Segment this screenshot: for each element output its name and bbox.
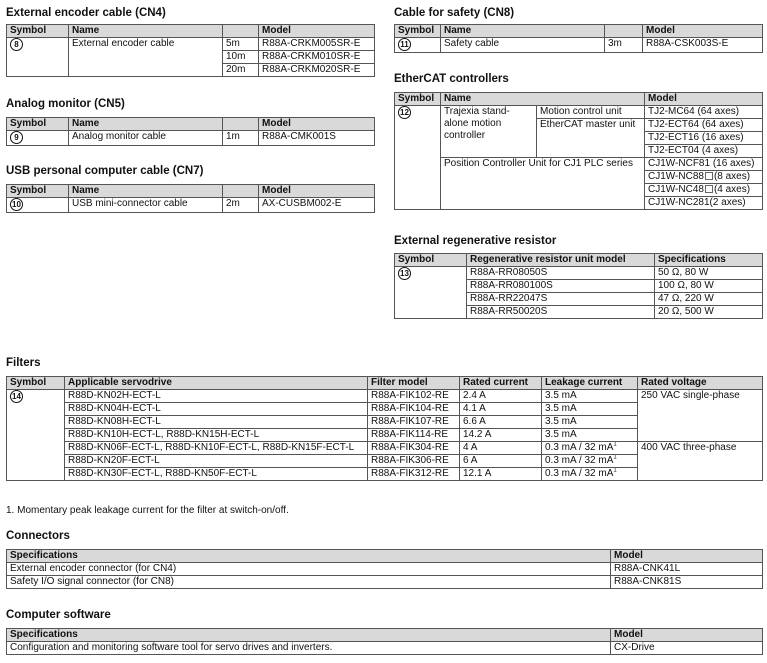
connectors-table <box>6 549 763 589</box>
filter-model: R88A-FIK102-RE <box>368 390 460 403</box>
header-model: Model <box>259 185 375 198</box>
cn7-table <box>6 184 375 213</box>
ethercat-master-unit-label: EtherCAT master unit <box>537 119 645 158</box>
controller-model: CJ1W-NCF81 (16 axes) <box>645 158 763 171</box>
header-symbol: Symbol <box>7 185 69 198</box>
servodrive: R88D-KN06F-ECT-L, R88D-KN10F-ECT-L, R88D-KN15F-ECT-L <box>65 442 368 455</box>
rated-current: 4.1 A <box>460 403 542 416</box>
software-title: Computer software <box>6 609 111 621</box>
cable-length: 1m <box>223 131 259 146</box>
header-symbol: Symbol <box>395 93 441 106</box>
symbol-badge: 12 <box>398 106 411 119</box>
ethercat-table <box>394 92 763 210</box>
symbol-badge: 13 <box>398 267 411 280</box>
cable-model: R88A-CMK001S <box>259 131 375 146</box>
controller-model: TJ2-ECT64 (64 axes) <box>645 119 763 132</box>
filter-model: R88A-FIK107-RE <box>368 416 460 429</box>
symbol-badge: 8 <box>10 38 23 51</box>
header-symbol: Symbol <box>7 25 69 38</box>
header-servodrive: Applicable servodrive <box>65 377 368 390</box>
cn4-table <box>6 24 375 77</box>
header-name: Name <box>69 25 223 38</box>
leakage-current: 3.5 mA <box>542 390 638 403</box>
header-model: Model <box>259 118 375 131</box>
header-model: Model <box>645 93 763 106</box>
header-filter-model: Filter model <box>368 377 460 390</box>
leakage-current <box>542 455 638 468</box>
model-code: CJ1W-NC48 <box>648 184 704 195</box>
filter-model: R88A-FIK306-RE <box>368 455 460 468</box>
symbol-badge: 14 <box>10 390 23 403</box>
header-model: Model <box>611 550 763 563</box>
placeholder-box-icon <box>705 185 713 193</box>
cable-length: 2m <box>223 198 259 213</box>
cn8-table <box>394 24 763 53</box>
cable-length: 3m <box>605 38 643 53</box>
header-symbol: Symbol <box>7 377 65 390</box>
cable-length: 20m <box>223 64 259 77</box>
header-resistor-model: Regenerative resistor unit model <box>467 254 655 267</box>
leakage-current: 3.5 mA <box>542 416 638 429</box>
cable-model: R88A-CSK003S-E <box>643 38 763 53</box>
cable-model: R88A-CRKM010SR-E <box>259 51 375 64</box>
cn5-table <box>6 117 375 146</box>
servodrive: R88D-KN08H-ECT-L <box>65 416 368 429</box>
filter-model: R88A-FIK304-RE <box>368 442 460 455</box>
filters-title: Filters <box>6 357 41 369</box>
resistor-spec: 47 Ω, 220 W <box>655 293 763 306</box>
filter-model: R88A-FIK104-RE <box>368 403 460 416</box>
ethercat-title: EtherCAT controllers <box>394 73 509 85</box>
leakage-current: 3.5 mA <box>542 429 638 442</box>
motion-control-unit-label: Motion control unit <box>537 106 645 119</box>
header-blank <box>605 25 643 38</box>
regen-table <box>394 253 763 319</box>
servodrive: R88D-KN20F-ECT-L <box>65 455 368 468</box>
resistor-spec: 50 Ω, 80 W <box>655 267 763 280</box>
header-symbol: Symbol <box>395 25 441 38</box>
cable-model: R88A-CRKM005SR-E <box>259 38 375 51</box>
controller-model <box>645 171 763 184</box>
symbol-badge: 11 <box>398 38 411 51</box>
cn5-title: Analog monitor (CN5) <box>6 98 125 110</box>
cn7-title: USB personal computer cable (CN7) <box>6 165 204 177</box>
position-controller-label: Position Controller Unit for CJ1 PLC series <box>441 158 645 210</box>
connector-spec: External encoder connector (for CN4) <box>7 563 611 576</box>
leakage-current <box>542 468 638 481</box>
axis-count: (8 axes) <box>713 171 751 182</box>
header-blank <box>223 185 259 198</box>
cn8-title: Cable for safety (CN8) <box>394 7 515 19</box>
filter-model: R88A-FIK114-RE <box>368 429 460 442</box>
rated-voltage: 250 VAC single-phase <box>638 390 763 442</box>
rated-current: 14.2 A <box>460 429 542 442</box>
resistor-model: R88A-RR08050S <box>467 267 655 280</box>
leakage-value: 0.3 mA / 32 mA <box>545 442 614 453</box>
software-spec: Configuration and monitoring software tool for servo drives and inverters. <box>7 642 611 655</box>
cable-name: External encoder cable <box>69 38 223 77</box>
rated-current: 2.4 A <box>460 390 542 403</box>
software-model: CX-Drive <box>611 642 763 655</box>
trajexia-label: Trajexia stand-alone motion controller <box>441 106 537 158</box>
cable-length: 10m <box>223 51 259 64</box>
resistor-spec: 100 Ω, 80 W <box>655 280 763 293</box>
rated-current: 6 A <box>460 455 542 468</box>
axis-count: (4 axes) <box>713 184 751 195</box>
placeholder-box-icon <box>705 172 713 180</box>
leakage-value: 0.3 mA / 32 mA <box>545 468 614 479</box>
servodrive: R88D-KN30F-ECT-L, R88D-KN50F-ECT-L <box>65 468 368 481</box>
controller-model: TJ2-ECT04 (4 axes) <box>645 145 763 158</box>
header-name: Name <box>69 185 223 198</box>
header-name: Name <box>441 25 605 38</box>
rated-current: 12.1 A <box>460 468 542 481</box>
connector-spec: Safety I/O signal connector (for CN8) <box>7 576 611 589</box>
regen-title: External regenerative resistor <box>394 235 557 247</box>
header-name: Name <box>69 118 223 131</box>
servodrive: R88D-KN10H-ECT-L, R88D-KN15H-ECT-L <box>65 429 368 442</box>
header-specifications: Specifications <box>7 550 611 563</box>
rated-current: 4 A <box>460 442 542 455</box>
cable-model: R88A-CRKM020SR-E <box>259 64 375 77</box>
symbol-badge: 9 <box>10 131 23 144</box>
rated-current: 6.6 A <box>460 416 542 429</box>
cable-model: AX-CUSBM002-E <box>259 198 375 213</box>
servodrive: R88D-KN02H-ECT-L <box>65 390 368 403</box>
footnote-marker: 1 <box>613 467 617 474</box>
header-symbol: Symbol <box>7 118 69 131</box>
controller-model: TJ2-ECT16 (16 axes) <box>645 132 763 145</box>
filters-table <box>6 376 763 481</box>
header-rated-voltage: Rated voltage <box>638 377 763 390</box>
controller-model: TJ2-MC64 (64 axes) <box>645 106 763 119</box>
header-model: Model <box>259 25 375 38</box>
header-blank <box>223 25 259 38</box>
header-name: Name <box>441 93 645 106</box>
connectors-title: Connectors <box>6 530 70 542</box>
header-model: Model <box>643 25 763 38</box>
leakage-current: 3.5 mA <box>542 403 638 416</box>
controller-model <box>645 184 763 197</box>
cable-name: Analog monitor cable <box>69 131 223 146</box>
header-rated-current: Rated current <box>460 377 542 390</box>
software-table <box>6 628 763 655</box>
header-specifications: Specifications <box>655 254 763 267</box>
connector-model: R88A-CNK81S <box>611 576 763 589</box>
connector-model: R88A-CNK41L <box>611 563 763 576</box>
cable-name: Safety cable <box>441 38 605 53</box>
resistor-spec: 20 Ω, 500 W <box>655 306 763 319</box>
resistor-model: R88A-RR22047S <box>467 293 655 306</box>
resistor-model: R88A-RR50020S <box>467 306 655 319</box>
controller-model: CJ1W-NC281(2 axes) <box>645 197 763 210</box>
leakage-value: 0.3 mA / 32 mA <box>545 455 614 466</box>
footnote-marker: 1 <box>613 441 617 448</box>
cn4-title: External encoder cable (CN4) <box>6 7 166 19</box>
rated-voltage: 400 VAC three-phase <box>638 442 763 481</box>
cable-length: 5m <box>223 38 259 51</box>
symbol-badge: 10 <box>10 198 23 211</box>
model-code: CJ1W-NC88 <box>648 171 704 182</box>
filter-model: R88A-FIK312-RE <box>368 468 460 481</box>
filters-footnote: 1. Momentary peak leakage current for the filter at switch-on/off. <box>6 505 289 516</box>
cable-name: USB mini-connector cable <box>69 198 223 213</box>
header-blank <box>223 118 259 131</box>
resistor-model: R88A-RR080100S <box>467 280 655 293</box>
header-leakage-current: Leakage current <box>542 377 638 390</box>
header-model: Model <box>611 629 763 642</box>
leakage-current <box>542 442 638 455</box>
header-symbol: Symbol <box>395 254 467 267</box>
servodrive: R88D-KN04H-ECT-L <box>65 403 368 416</box>
header-specifications: Specifications <box>7 629 611 642</box>
footnote-marker: 1 <box>613 454 617 461</box>
